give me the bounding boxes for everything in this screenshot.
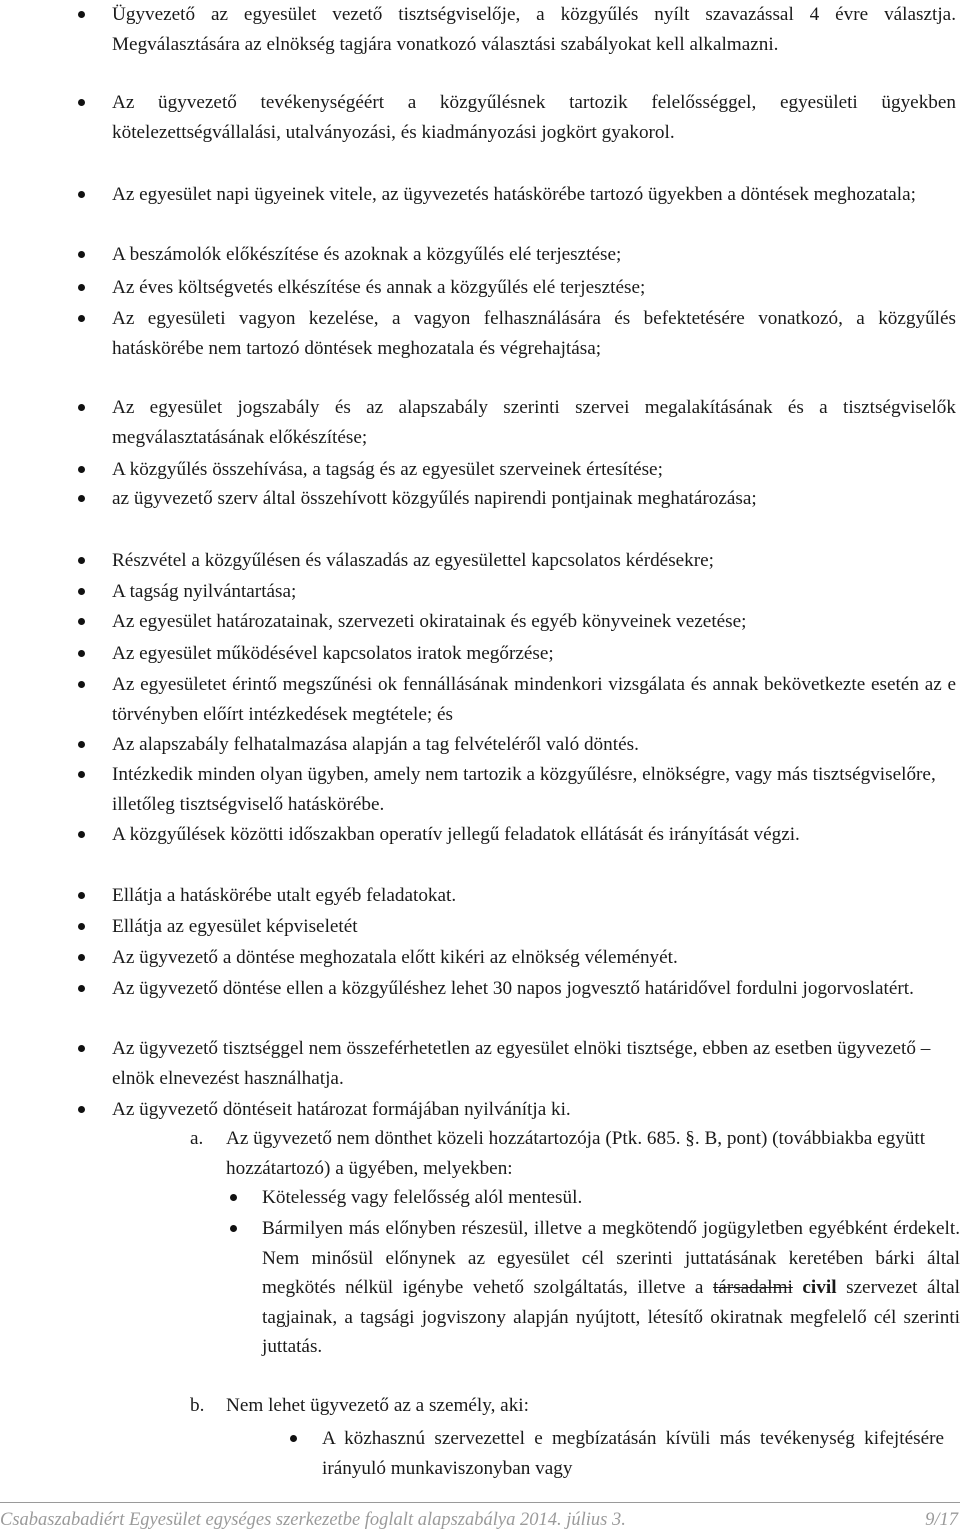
list-item: Részvétel a közgyűlésen és válaszadás az egyesülettel kapcsolatos kérdésekre;: [0, 546, 960, 576]
list-item: Az egyesület napi ügyeinek vitele, az ügyvezetés hatáskörébe tartozó ügyekben a döntések meghozatala;: [0, 180, 960, 210]
list-item: Az éves költségvetés elkészítése és annak a közgyűlés elé terjesztése;: [0, 273, 960, 303]
list-item: Ügyvezető az egyesület vezető tisztségviselője, a közgyűlés nyílt szavazással 4 évre választja. Megválasztására az elnökség tagjára vonatkozó választási szabályokat kell alkalmazni.: [0, 0, 960, 59]
list-item: Az egyesületi vagyon kezelése, a vagyon felhasználására és befektetésére vonatkozó, a közgyűlés hatáskörébe nem tartozó döntések meghozatala és végrehajtása;: [0, 304, 960, 363]
list-item: Az ügyvezető döntése ellen a közgyűléshez lehet 30 napos jogvesztő határidővel fordulni jogorvoslatért.: [0, 974, 960, 1004]
sub-bullet: Kötelesség vagy felelősség alól mentesül.: [262, 1183, 960, 1213]
sub-bullet-text: szervezet által tagjainak, a tagsági jogviszony alapján nyújtott, létesítő okiratnak megfelelő cél szerinti juttatás.: [262, 1277, 960, 1358]
sub-bullet: [262, 1214, 960, 1362]
list-item: Az ügyvezető a döntése meghozatala előtt kikéri az elnökség véleményét.: [0, 943, 960, 973]
sub-item-letter: b.: [190, 1395, 205, 1416]
list-item: A közgyűlés összehívása, a tagság és az egyesület szerveinek értesítése;: [0, 455, 960, 485]
list-item: Az egyesület jogszabály és az alapszabály szerinti szervei megalakításának és a tisztségviselők megválasztatásának előkészítése;: [0, 393, 960, 452]
list-item: Az egyesület működésével kapcsolatos iratok megőrzése;: [0, 639, 960, 669]
list-item: A tagság nyilvántartása;: [0, 577, 960, 607]
sub-item-letter: a.: [190, 1128, 204, 1149]
footer-title: Csabaszabadiért Egyesület egységes szerkezetbe foglalt alapszabálya 2014. július 3.: [0, 1510, 626, 1530]
inserted-word: civil: [792, 1277, 837, 1299]
sub-item-text: Az ügyvezető nem dönthet közeli hozzátartozója (Ptk. 685. §. B, pont) (továbbiakba együtt hozzátartozó) a ügyében, melyekben:: [226, 1128, 926, 1179]
page-number: 9/17: [925, 1510, 958, 1530]
sub-item-text: Nem lehet ügyvezető az a személy, aki:: [226, 1395, 529, 1416]
sub-bullet: A közhasznú szervezettel e megbízatásán kívüli más tevékenység kifejtésére irányuló munkaviszonyban vagy: [322, 1424, 944, 1483]
sub-bullet-text: Bármilyen más előnyben részesül, illetve a megkötendő jogügyletben egyébként érdekelt. Nem minősül előnynek az egyesület cél szerinti juttatásának keretében bárki által megkötés nélkül igénybe vehető szolgáltatás, illetve a: [262, 1218, 960, 1299]
list-item: Az egyesületet érintő megszűnési ok fennállásának mindenkori vizsgálata és annak bekövetkezte esetén az e törvényben előírt intézkedések megtétele; és: [0, 670, 960, 729]
list-item: Ellátja a hatáskörébe utalt egyéb feladatokat.: [0, 881, 960, 911]
list-item: Az egyesület határozatainak, szervezeti okiratainak és egyéb könyveinek vezetése;: [0, 607, 960, 637]
list-item: Az alapszabály felhatalmazása alapján a tag felvételéről való döntés.: [0, 730, 960, 760]
list-item: A beszámolók előkészítése és azoknak a közgyűlés elé terjesztése;: [0, 240, 960, 270]
list-item: Az ügyvezető tisztséggel nem összeférhetetlen az egyesület elnöki tisztsége, ebben az esetben ügyvezető – elnök elnevezést használhatja.: [0, 1034, 960, 1093]
list-item: A közgyűlések közötti időszakban operatív jellegű feladatok ellátását és irányítását végzi.: [0, 820, 960, 850]
page-footer: [0, 1502, 960, 1533]
list-item: Ellátja az egyesület képviseletét: [0, 912, 960, 942]
struck-word: társadalmi: [712, 1277, 793, 1299]
list-item: az ügyvezető szerv által összehívott közgyűlés napirendi pontjainak meghatározása;: [0, 484, 816, 514]
list-item: Az ügyvezető tevékenységéért a közgyűlésnek tartozik felelősséggel, egyesületi ügyekben kötelezettségvállalási, utalványozási, és kiadmányozási jogkört gyakorol.: [0, 88, 960, 147]
list-item: Intézkedik minden olyan ügyben, amely nem tartozik a közgyűlésre, elnökségre, vagy más tisztségviselőre, illetőleg tisztségviselő hatáskörébe.: [0, 760, 960, 819]
list-item: Az ügyvezető döntéseit határozat formájában nyilvánítja ki.: [0, 1095, 960, 1125]
